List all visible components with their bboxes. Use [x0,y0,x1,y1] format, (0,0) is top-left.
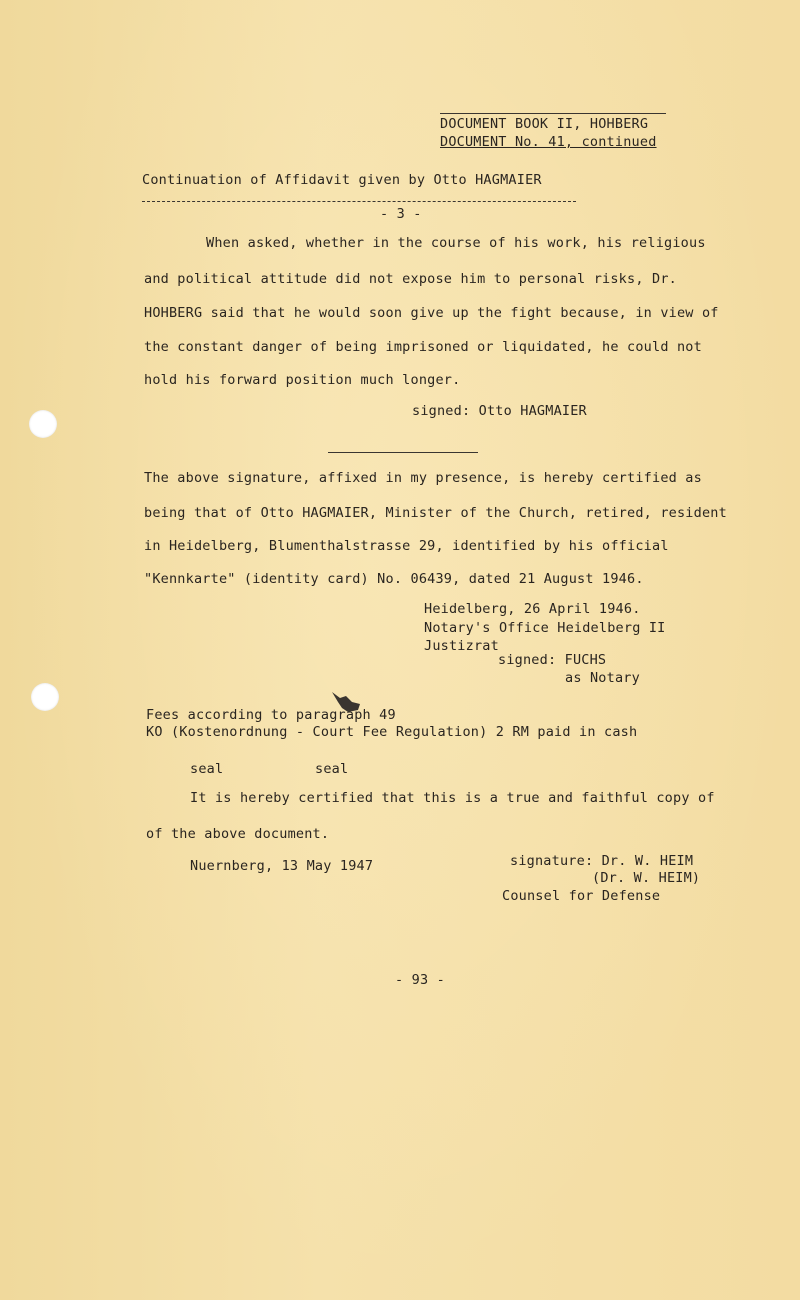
body-line: HOHBERG said that he would soon give up the fight because, in view of [144,305,719,321]
document-title: Continuation of Affidavit given by Otto HAGMAIER [142,172,542,188]
header-rule-top [440,113,666,114]
punch-hole-upper [29,410,57,438]
body-line: and political attitude did not expose him to personal risks, Dr. [144,271,677,287]
fees-line: KO (Kostenordnung - Court Fee Regulation) 2 RM paid in cash [146,724,638,740]
notary-role: as Notary [565,670,640,686]
body-line: being that of Otto HAGMAIER, Minister of the Church, retired, resident [144,505,727,521]
signature-line: (Dr. W. HEIM) [592,870,701,886]
signature-line: Counsel for Defense [502,888,661,904]
body-line: The above signature, affixed in my presence, is hereby certified as [144,470,702,486]
seal-label: seal [315,761,349,777]
body-line: hold his forward position much longer. [144,372,461,388]
title-rule [142,201,576,202]
page-marker: - 3 - [380,206,422,222]
body-line: When asked, whether in the course of his work, his religious [206,235,706,251]
signature-line: signature: Dr. W. HEIM [510,853,694,869]
notary-line: Justizrat [424,638,499,654]
header-line-2: DOCUMENT No. 41, continued [440,134,657,150]
fees-line: Fees according to paragraph 49 [146,707,396,723]
notary-signature: signed: FUCHS [498,652,607,668]
copy-certification-line: of the above document. [146,826,330,842]
affiant-signature: signed: Otto HAGMAIER [412,403,587,419]
body-line: "Kennkarte" (identity card) No. 06439, dated 21 August 1946. [144,571,644,587]
notary-line: Notary's Office Heidelberg II [424,620,666,636]
seal-label: seal [190,761,224,777]
separator-rule [328,452,478,453]
copy-certification-line: It is hereby certified that this is a true and faithful copy of [190,790,715,806]
punch-hole-lower [31,683,59,711]
body-line: in Heidelberg, Blumenthalstrasse 29, identified by his official [144,538,669,554]
header-line-1: DOCUMENT BOOK II, HOHBERG [440,116,649,132]
footer-page-number: - 93 - [395,972,445,988]
body-line: the constant danger of being imprisoned or liquidated, he could not [144,339,702,355]
notary-line: Heidelberg, 26 April 1946. [424,601,641,617]
place-date: Nuernberg, 13 May 1947 [190,858,374,874]
